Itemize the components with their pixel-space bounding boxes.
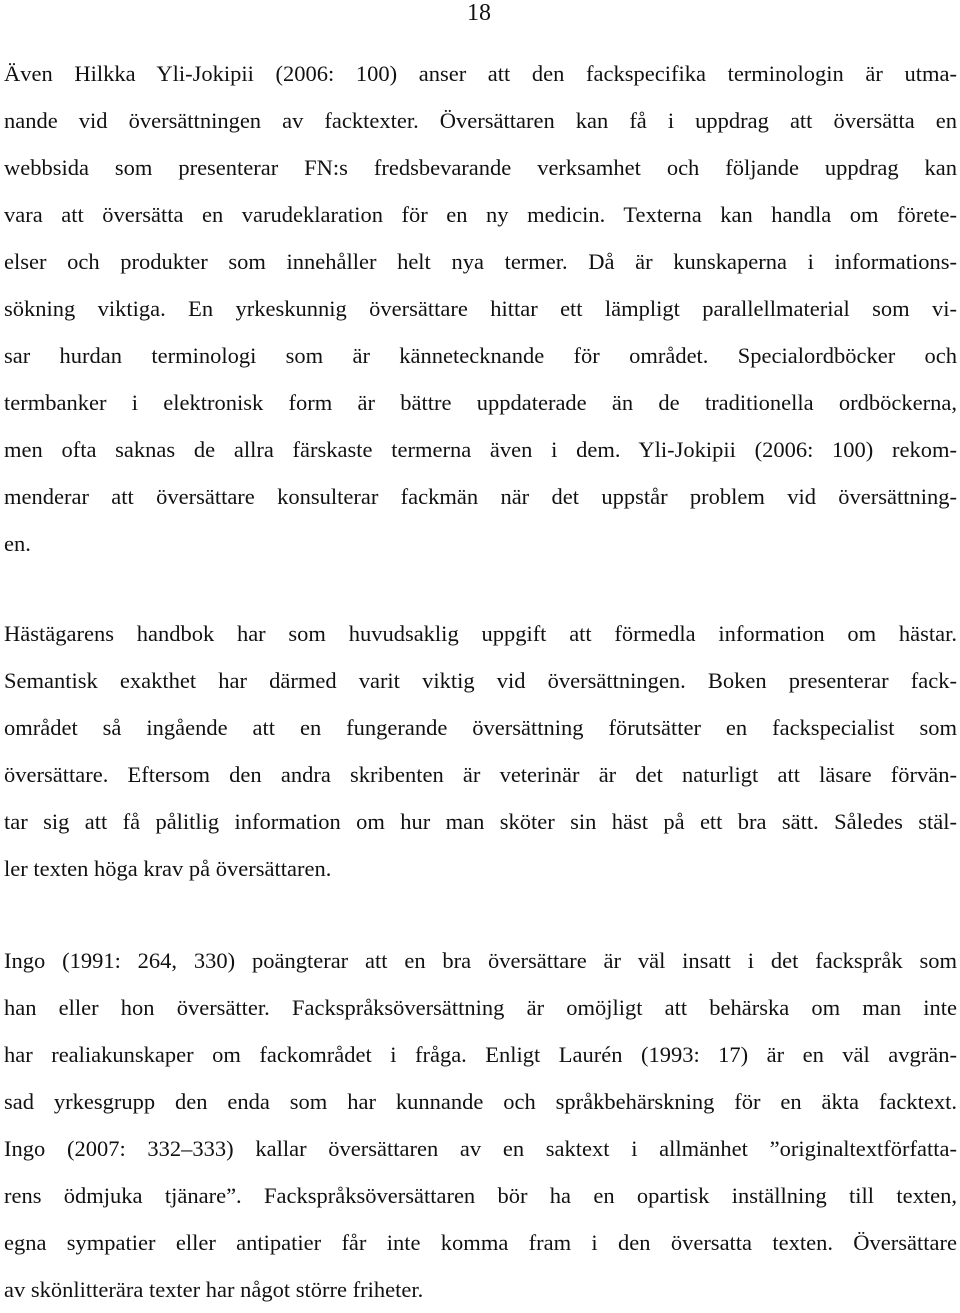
text-line: översättare. Eftersom den andra skribenten är veterinär är det naturligt att läsare förvän- [4,762,957,787]
text-line: tar sig att få pålitlig information om hur man sköter sin häst på ett bra sätt. Således stäl- [4,809,957,834]
text-line: sar hurdan terminologi som är kännetecknande för området. Specialordböcker och [4,343,957,368]
text-line: sad yrkesgrupp den enda som har kunnande och språkbehärskning för en äkta facktext. [4,1089,957,1114]
text-line: av skönlitterära texter har något större friheter. [4,1277,424,1302]
text-line: menderar att översättare konsulterar fackmän när det uppstår problem vid översättning- [4,484,957,509]
text-line: området så ingående att en fungerande översättning förutsätter en fackspecialist som [4,715,957,740]
text-line: Ingo (1991: 264, 330) poängterar att en bra översättare är väl insatt i det fackspråk som [4,948,957,973]
text-line: en. [4,531,31,556]
text-line: vara att översätta en varudeklaration för en ny medicin. Texterna kan handla om förete- [4,202,957,227]
text-line: ler texten höga krav på översättaren. [4,856,332,881]
paragraph-ingo [4,937,957,1313]
text-line: rens ödmjuka tjänare”. Fackspråksöversättaren bör ha en opartisk inställning till texten, [4,1183,957,1208]
text-line: men ofta saknas de allra färskaste termerna även i dem. Yli-Jokipii (2006: 100) rekom- [4,437,957,462]
text-line: Även Hilkka Yli-Jokipii (2006: 100) anser att den fackspecifika terminologin är utma- [4,61,957,86]
page-number: 18 [467,0,491,26]
text-line: egna sympatier eller antipatier får inte komma fram i den översatta texten. Översättare [4,1230,957,1255]
text-line: Semantisk exakthet har därmed varit viktig vid översättningen. Boken presenterar fack- [4,668,957,693]
paragraph-yli-jokipii [4,50,957,567]
text-line: nande vid översättningen av facktexter. Översättaren kan få i uppdrag att översätta en [4,108,957,133]
text-line: elser och produkter som innehåller helt nya termer. Då är kunskaperna i informations- [4,249,957,274]
text-line: webbsida som presenterar FN:s fredsbevarande verksamhet och följande uppdrag kan [4,155,957,180]
text-line: har realiakunskaper om fackområdet i fråga. Enligt Laurén (1993: 17) är en väl avgrän- [4,1042,957,1067]
text-line: termbanker i elektronisk form är bättre uppdaterade än de traditionella ordböckerna, [4,390,957,415]
text-line: Ingo (2007: 332–333) kallar översättaren av en saktext i allmänhet ”originaltextförfatta- [4,1136,957,1161]
text-line: Hästägarens handbok har som huvudsaklig uppgift att förmedla information om hästar. [4,621,957,646]
paragraph-hastagarens-handbok [4,610,957,892]
text-line: sökning viktiga. En yrkeskunnig översättare hittar ett lämpligt parallellmaterial som vi- [4,296,957,321]
text-line: han eller hon översätter. Fackspråksöversättning är omöjligt att behärska om man inte [4,995,957,1020]
